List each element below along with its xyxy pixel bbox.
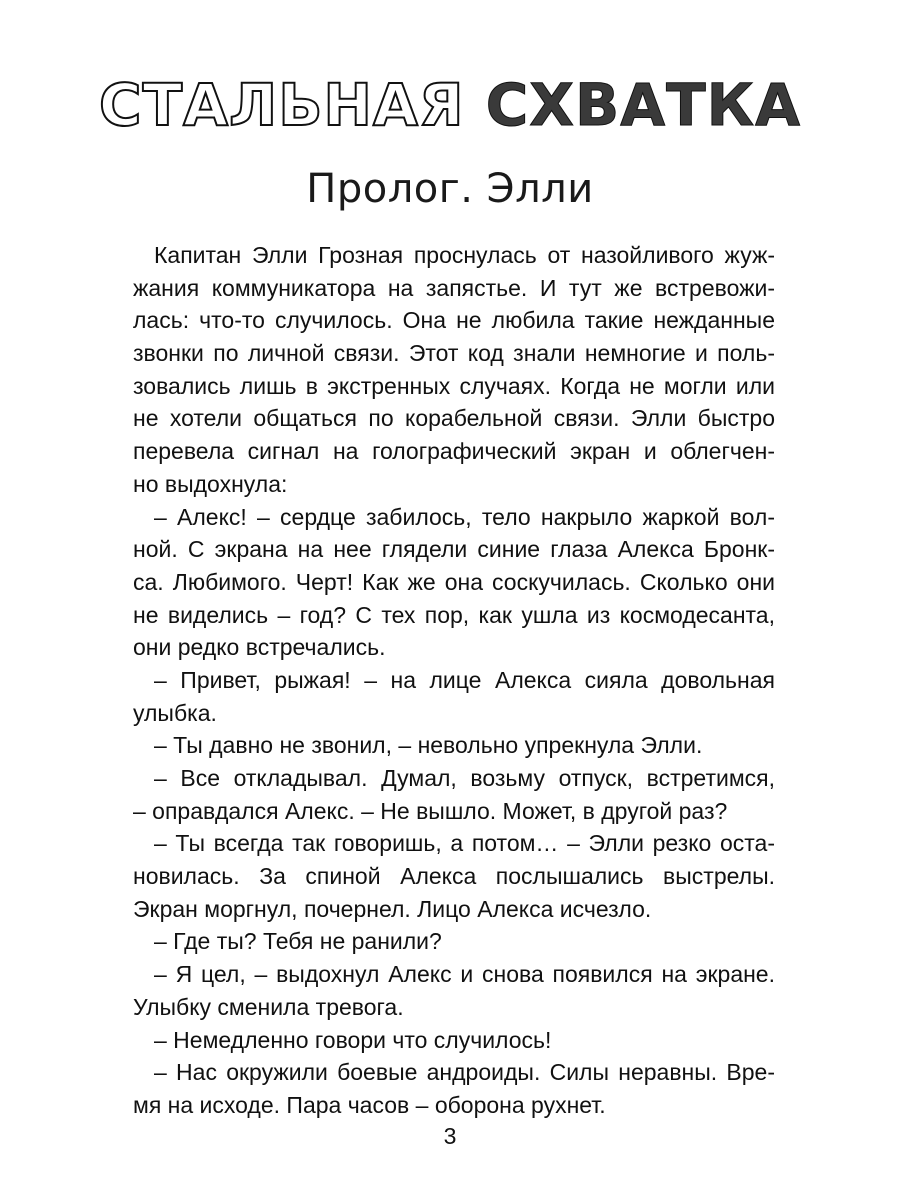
text-line: улыбка. bbox=[133, 699, 217, 726]
chapter-body-text bbox=[133, 239, 775, 1122]
text-line: не виделись – год? С тех пор, как ушла из космодесанта, bbox=[133, 601, 775, 628]
book-title bbox=[0, 70, 900, 140]
chapter-title: Пролог. Элли bbox=[306, 166, 594, 212]
text-line: – Привет, рыжая! – на лице Алекса сияла довольная bbox=[154, 666, 775, 693]
text-line: – Я цел, – выдохнул Алекс и снова появился на экране. bbox=[154, 961, 775, 988]
text-line: не хотели общаться по корабельной связи. Элли быстро bbox=[133, 405, 775, 432]
text-line: Экран моргнул, почернел. Лицо Алекса исчезло. bbox=[133, 895, 652, 922]
text-line: перевела сигнал на голографический экран и облегчен- bbox=[133, 438, 775, 465]
text-line: зовались лишь в экстренных случаях. Когда не могли или bbox=[133, 372, 775, 399]
text-line: Капитан Элли Грозная проснулась от назойливого жуж- bbox=[154, 242, 775, 268]
text-line: – Ты всегда так говоришь, а потом… – Элли резко оста- bbox=[154, 830, 775, 857]
text-line: – Где ты? Тебя не ранили? bbox=[154, 928, 442, 955]
text-line: – Ты давно не звонил, – невольно упрекнула Элли. bbox=[154, 732, 703, 759]
text-line: – оправдался Алекс. – Не вышло. Может, в другой раз? bbox=[133, 797, 728, 824]
text-line: они редко встречались. bbox=[133, 634, 386, 661]
text-line: ной. С экрана на нее глядели синие глаза Алекса Бронк- bbox=[133, 536, 775, 563]
book-title-outline-word: СТАЛЬНАЯ bbox=[99, 71, 465, 139]
page-number: 3 bbox=[443, 1123, 457, 1149]
text-line: звонки по личной связи. Этот код знали немногие и поль- bbox=[133, 340, 775, 367]
text-line: – Алекс! – сердце забилось, тело накрыло жаркой вол- bbox=[154, 503, 775, 530]
text-line: новилась. За спиной Алекса послышались выстрелы. bbox=[133, 863, 775, 890]
text-line: – Нас окружили боевые андроиды. Силы неравны. Вре- bbox=[154, 1059, 775, 1086]
book-title-solid-word: СХВАТКА bbox=[485, 71, 801, 139]
text-line: са. Любимого. Черт! Как же она соскучилась. Сколько они bbox=[133, 568, 775, 595]
text-line: – Все откладывал. Думал, возьму отпуск, встретимся, bbox=[154, 765, 775, 791]
text-line: – Немедленно говори что случилось! bbox=[154, 1026, 552, 1053]
text-line: Улыбку сменила тревога. bbox=[133, 993, 404, 1020]
text-line: жания коммуникатора на запястье. И тут же встревожи- bbox=[133, 274, 775, 301]
text-line: лась: что-то случилось. Она не любила такие нежданные bbox=[133, 307, 775, 334]
text-line: но выдохнула: bbox=[133, 470, 288, 497]
text-line: мя на исходе. Пара часов – оборона рухнет. bbox=[133, 1091, 606, 1118]
